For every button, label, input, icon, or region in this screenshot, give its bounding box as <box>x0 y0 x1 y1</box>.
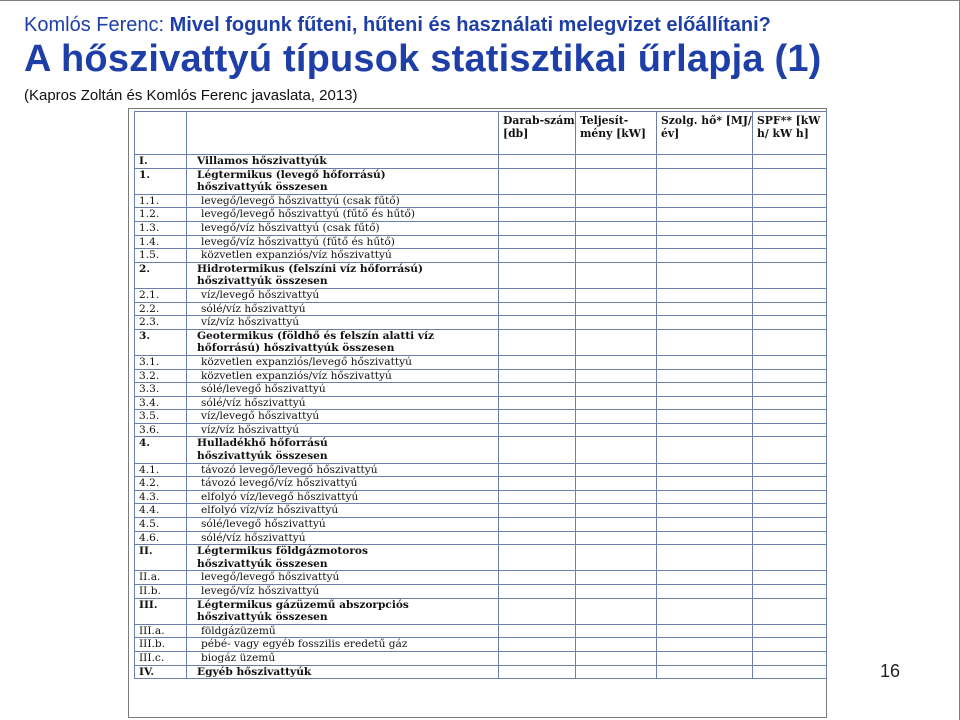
input-cell-count[interactable] <box>499 155 576 169</box>
input-cell-count[interactable] <box>499 585 576 599</box>
row-number <box>135 342 187 355</box>
input-cell-count[interactable] <box>499 518 576 532</box>
input-cell-power[interactable] <box>576 288 657 302</box>
input-cell-power[interactable] <box>576 302 657 316</box>
input-cell-heat[interactable] <box>657 355 753 369</box>
input-cell-heat[interactable] <box>657 396 753 410</box>
row-number <box>135 181 187 194</box>
input-cell-count[interactable] <box>499 638 576 652</box>
input-cell-heat[interactable] <box>657 235 753 249</box>
slide-subtitle: (Kapros Zoltán és Komlós Ferenc javaslata, 2013) <box>24 87 358 104</box>
input-cell-spf[interactable] <box>753 355 827 369</box>
row-number: 4. <box>135 437 187 450</box>
row-label: hőszivattyúk összesen <box>187 558 499 571</box>
row-label: sólé/levegő hőszivattyú <box>187 383 499 397</box>
table-row <box>135 665 827 679</box>
input-cell-count[interactable] <box>499 437 576 450</box>
row-label: sólé/víz hőszivattyú <box>187 396 499 410</box>
input-cell-count[interactable] <box>499 504 576 518</box>
table-row <box>135 504 827 518</box>
statistics-form-table <box>134 111 827 679</box>
header-col-count: Darab-szám [db] <box>499 112 576 155</box>
input-cell-spf[interactable] <box>753 450 827 463</box>
input-cell-spf[interactable] <box>753 651 827 665</box>
table-row <box>135 355 827 369</box>
input-cell-count[interactable] <box>499 558 576 571</box>
input-cell-power[interactable] <box>576 194 657 208</box>
input-cell-heat[interactable] <box>657 450 753 463</box>
table-body <box>135 155 827 679</box>
input-cell-spf[interactable] <box>753 423 827 437</box>
row-number <box>135 558 187 571</box>
input-cell-count[interactable] <box>499 490 576 504</box>
input-cell-count[interactable] <box>499 249 576 263</box>
row-number: 1.3. <box>135 221 187 235</box>
input-cell-power[interactable] <box>576 531 657 545</box>
input-cell-power[interactable] <box>576 450 657 463</box>
input-cell-heat[interactable] <box>657 437 753 450</box>
input-cell-count[interactable] <box>499 383 576 397</box>
input-cell-heat[interactable] <box>657 638 753 652</box>
row-number: 4.1. <box>135 463 187 477</box>
input-cell-spf[interactable] <box>753 208 827 222</box>
row-number: III.a. <box>135 624 187 638</box>
row-number <box>135 275 187 288</box>
row-number: 3.6. <box>135 423 187 437</box>
table-row <box>135 221 827 235</box>
frame-top-border <box>0 0 960 1</box>
input-cell-power[interactable] <box>576 558 657 571</box>
input-cell-heat[interactable] <box>657 221 753 235</box>
row-label: közvetlen expanziós/víz hőszivattyú <box>187 249 499 263</box>
row-number: 4.2. <box>135 477 187 491</box>
input-cell-power[interactable] <box>576 168 657 181</box>
input-cell-power[interactable] <box>576 504 657 518</box>
input-cell-heat[interactable] <box>657 531 753 545</box>
row-label: levegő/víz hőszivattyú <box>187 585 499 599</box>
input-cell-power[interactable] <box>576 665 657 679</box>
input-cell-power[interactable] <box>576 410 657 424</box>
table-row <box>135 262 827 275</box>
row-number: 2.3. <box>135 316 187 330</box>
input-cell-count[interactable] <box>499 598 576 611</box>
input-cell-spf[interactable] <box>753 518 827 532</box>
header-col-power: Teljesít-mény [kW] <box>576 112 657 155</box>
input-cell-count[interactable] <box>499 423 576 437</box>
row-number: 4.5. <box>135 518 187 532</box>
row-label: Egyéb hőszivattyúk <box>187 665 499 679</box>
input-cell-heat[interactable] <box>657 302 753 316</box>
header-col-spf: SPF** [kW h/ kW h] <box>753 112 827 155</box>
input-cell-count[interactable] <box>499 288 576 302</box>
row-number: IV. <box>135 665 187 679</box>
table-row <box>135 450 827 463</box>
table-row <box>135 585 827 599</box>
input-cell-power[interactable] <box>576 275 657 288</box>
table-row <box>135 423 827 437</box>
input-cell-heat[interactable] <box>657 369 753 383</box>
row-label: levegő/víz hőszivattyú (fűtő és hűtő) <box>187 235 499 249</box>
input-cell-heat[interactable] <box>657 194 753 208</box>
row-label: víz/levegő hőszivattyú <box>187 288 499 302</box>
input-cell-count[interactable] <box>499 651 576 665</box>
input-cell-spf[interactable] <box>753 329 827 342</box>
table-row <box>135 369 827 383</box>
input-cell-power[interactable] <box>576 518 657 532</box>
row-number: 1.2. <box>135 208 187 222</box>
input-cell-spf[interactable] <box>753 262 827 275</box>
input-cell-heat[interactable] <box>657 288 753 302</box>
input-cell-spf[interactable] <box>753 571 827 585</box>
input-cell-heat[interactable] <box>657 571 753 585</box>
input-cell-heat[interactable] <box>657 423 753 437</box>
row-label: hőforrású) hőszivattyúk összesen <box>187 342 499 355</box>
input-cell-power[interactable] <box>576 355 657 369</box>
row-number: 3.5. <box>135 410 187 424</box>
table-row <box>135 249 827 263</box>
input-cell-heat[interactable] <box>657 329 753 342</box>
table-row <box>135 155 827 169</box>
table-row <box>135 518 827 532</box>
input-cell-spf[interactable] <box>753 302 827 316</box>
table-row <box>135 611 827 624</box>
table-row <box>135 329 827 342</box>
input-cell-count[interactable] <box>499 302 576 316</box>
input-cell-count[interactable] <box>499 545 576 558</box>
table-row <box>135 302 827 316</box>
table-row <box>135 624 827 638</box>
input-cell-count[interactable] <box>499 342 576 355</box>
input-cell-spf[interactable] <box>753 396 827 410</box>
table-row <box>135 410 827 424</box>
input-cell-count[interactable] <box>499 410 576 424</box>
input-cell-spf[interactable] <box>753 235 827 249</box>
input-cell-count[interactable] <box>499 275 576 288</box>
input-cell-count[interactable] <box>499 611 576 624</box>
row-label: hőszivattyúk összesen <box>187 450 499 463</box>
table-row <box>135 235 827 249</box>
row-label: víz/víz hőszivattyú <box>187 316 499 330</box>
input-cell-heat[interactable] <box>657 168 753 181</box>
row-number: 3. <box>135 329 187 342</box>
row-number <box>135 611 187 624</box>
input-cell-spf[interactable] <box>753 545 827 558</box>
input-cell-heat[interactable] <box>657 181 753 194</box>
table-row <box>135 275 827 288</box>
input-cell-heat[interactable] <box>657 342 753 355</box>
input-cell-power[interactable] <box>576 249 657 263</box>
table-row <box>135 598 827 611</box>
row-label: víz/víz hőszivattyú <box>187 423 499 437</box>
row-label: Geotermikus (földhő és felszín alatti víz <box>187 329 499 342</box>
header-author: Komlós Ferenc <box>24 14 159 36</box>
input-cell-heat[interactable] <box>657 665 753 679</box>
input-cell-spf[interactable] <box>753 275 827 288</box>
table-row <box>135 316 827 330</box>
input-cell-spf[interactable] <box>753 598 827 611</box>
input-cell-count[interactable] <box>499 329 576 342</box>
slide-header <box>24 14 771 37</box>
table-row <box>135 490 827 504</box>
row-label: sólé/levegő hőszivattyú <box>187 518 499 532</box>
row-label: Légtermikus földgázmotoros <box>187 545 499 558</box>
row-label: Hidrotermikus (felszíni víz hőforrású) <box>187 262 499 275</box>
table-row <box>135 545 827 558</box>
input-cell-power[interactable] <box>576 463 657 477</box>
input-cell-heat[interactable] <box>657 504 753 518</box>
row-number: 2.2. <box>135 302 187 316</box>
table-row <box>135 383 827 397</box>
row-number: 3.4. <box>135 396 187 410</box>
row-label: hőszivattyúk összesen <box>187 611 499 624</box>
input-cell-power[interactable] <box>576 383 657 397</box>
table-row <box>135 437 827 450</box>
row-label: sólé/víz hőszivattyú <box>187 302 499 316</box>
input-cell-spf[interactable] <box>753 585 827 599</box>
input-cell-power[interactable] <box>576 329 657 342</box>
input-cell-heat[interactable] <box>657 249 753 263</box>
input-cell-power[interactable] <box>576 181 657 194</box>
input-cell-heat[interactable] <box>657 624 753 638</box>
input-cell-spf[interactable] <box>753 168 827 181</box>
row-number: 1.4. <box>135 235 187 249</box>
input-cell-heat[interactable] <box>657 545 753 558</box>
row-label: levegő/levegő hőszivattyú <box>187 571 499 585</box>
input-cell-power[interactable] <box>576 598 657 611</box>
row-label: hőszivattyúk összesen <box>187 275 499 288</box>
input-cell-power[interactable] <box>576 638 657 652</box>
row-label: távozó levegő/víz hőszivattyú <box>187 477 499 491</box>
input-cell-spf[interactable] <box>753 624 827 638</box>
input-cell-spf[interactable] <box>753 531 827 545</box>
input-cell-power[interactable] <box>576 477 657 491</box>
input-cell-power[interactable] <box>576 571 657 585</box>
row-label: levegő/levegő hőszivattyú (fűtő és hűtő) <box>187 208 499 222</box>
input-cell-power[interactable] <box>576 208 657 222</box>
row-number: III.b. <box>135 638 187 652</box>
row-label: hőszivattyúk összesen <box>187 181 499 194</box>
input-cell-power[interactable] <box>576 316 657 330</box>
input-cell-spf[interactable] <box>753 490 827 504</box>
table-row <box>135 531 827 545</box>
row-label: elfolyó víz/levegő hőszivattyú <box>187 490 499 504</box>
table-row <box>135 208 827 222</box>
input-cell-spf[interactable] <box>753 194 827 208</box>
input-cell-power[interactable] <box>576 624 657 638</box>
input-cell-spf[interactable] <box>753 665 827 679</box>
input-cell-spf[interactable] <box>753 463 827 477</box>
row-label: Hulladékhő hőforrású <box>187 437 499 450</box>
row-number: 3.1. <box>135 355 187 369</box>
table-row <box>135 288 827 302</box>
row-label: sólé/víz hőszivattyú <box>187 531 499 545</box>
input-cell-spf[interactable] <box>753 316 827 330</box>
row-number: 4.4. <box>135 504 187 518</box>
input-cell-count[interactable] <box>499 208 576 222</box>
row-number: II. <box>135 545 187 558</box>
table-row <box>135 342 827 355</box>
input-cell-power[interactable] <box>576 611 657 624</box>
table-row <box>135 558 827 571</box>
input-cell-count[interactable] <box>499 369 576 383</box>
input-cell-heat[interactable] <box>657 651 753 665</box>
row-label: Légtermikus (levegő hőforrású) <box>187 168 499 181</box>
input-cell-heat[interactable] <box>657 410 753 424</box>
table-row <box>135 463 827 477</box>
row-label: pébé- vagy egyéb fosszilis eredetű gáz <box>187 638 499 652</box>
input-cell-spf[interactable] <box>753 342 827 355</box>
input-cell-power[interactable] <box>576 235 657 249</box>
input-cell-power[interactable] <box>576 651 657 665</box>
input-cell-heat[interactable] <box>657 585 753 599</box>
input-cell-heat[interactable] <box>657 463 753 477</box>
table-row <box>135 477 827 491</box>
input-cell-heat[interactable] <box>657 275 753 288</box>
row-number: 1.1. <box>135 194 187 208</box>
input-cell-count[interactable] <box>499 624 576 638</box>
input-cell-spf[interactable] <box>753 369 827 383</box>
input-cell-heat[interactable] <box>657 518 753 532</box>
input-cell-count[interactable] <box>499 396 576 410</box>
input-cell-power[interactable] <box>576 545 657 558</box>
input-cell-spf[interactable] <box>753 477 827 491</box>
row-number: 1.5. <box>135 249 187 263</box>
row-label: levegő/levegő hőszivattyú (csak fűtő) <box>187 194 499 208</box>
input-cell-spf[interactable] <box>753 410 827 424</box>
input-cell-power[interactable] <box>576 437 657 450</box>
input-cell-power[interactable] <box>576 342 657 355</box>
input-cell-count[interactable] <box>499 221 576 235</box>
row-label: földgázüzemű <box>187 624 499 638</box>
input-cell-spf[interactable] <box>753 611 827 624</box>
row-label: közvetlen expanziós/levegő hőszivattyú <box>187 355 499 369</box>
input-cell-power[interactable] <box>576 369 657 383</box>
row-number: 1. <box>135 168 187 181</box>
row-label: víz/levegő hőszivattyú <box>187 410 499 424</box>
header-question: Mivel fogunk fűteni, hűteni és használati melegvizet előállítani? <box>169 14 771 36</box>
page-number: 16 <box>880 661 901 681</box>
input-cell-count[interactable] <box>499 450 576 463</box>
input-cell-heat[interactable] <box>657 208 753 222</box>
row-label: Villamos hőszivattyúk <box>187 155 499 169</box>
table-row <box>135 638 827 652</box>
input-cell-count[interactable] <box>499 355 576 369</box>
input-cell-count[interactable] <box>499 194 576 208</box>
input-cell-heat[interactable] <box>657 477 753 491</box>
row-label: biogáz üzemű <box>187 651 499 665</box>
input-cell-count[interactable] <box>499 571 576 585</box>
row-number: 2.1. <box>135 288 187 302</box>
input-cell-spf[interactable] <box>753 638 827 652</box>
header-cell-label <box>187 112 499 155</box>
input-cell-spf[interactable] <box>753 249 827 263</box>
input-cell-spf[interactable] <box>753 558 827 571</box>
table-row <box>135 396 827 410</box>
input-cell-power[interactable] <box>576 585 657 599</box>
row-label: Légtermikus gázüzemű abszorpciós <box>187 598 499 611</box>
header-cell-number <box>135 112 187 155</box>
row-label: elfolyó víz/víz hőszivattyú <box>187 504 499 518</box>
input-cell-count[interactable] <box>499 463 576 477</box>
header-separator: : <box>158 14 170 36</box>
input-cell-power[interactable] <box>576 221 657 235</box>
table-row <box>135 571 827 585</box>
header-col-heat: Szolg. hő* [MJ/év] <box>657 112 753 155</box>
input-cell-count[interactable] <box>499 477 576 491</box>
input-cell-spf[interactable] <box>753 181 827 194</box>
input-cell-heat[interactable] <box>657 611 753 624</box>
row-number: 4.3. <box>135 490 187 504</box>
input-cell-heat[interactable] <box>657 490 753 504</box>
input-cell-spf[interactable] <box>753 155 827 169</box>
table-header-row <box>135 112 827 155</box>
table-row <box>135 194 827 208</box>
input-cell-count[interactable] <box>499 262 576 275</box>
input-cell-count[interactable] <box>499 316 576 330</box>
input-cell-heat[interactable] <box>657 155 753 169</box>
row-label: távozó levegő/levegő hőszivattyú <box>187 463 499 477</box>
row-number: 2. <box>135 262 187 275</box>
row-number: 4.6. <box>135 531 187 545</box>
table-row <box>135 168 827 181</box>
input-cell-count[interactable] <box>499 181 576 194</box>
table-row <box>135 181 827 194</box>
input-cell-count[interactable] <box>499 235 576 249</box>
input-cell-count[interactable] <box>499 168 576 181</box>
input-cell-spf[interactable] <box>753 437 827 450</box>
row-label: levegő/víz hőszivattyú (csak fűtő) <box>187 221 499 235</box>
input-cell-heat[interactable] <box>657 316 753 330</box>
input-cell-count[interactable] <box>499 665 576 679</box>
row-number: I. <box>135 155 187 169</box>
row-number: 3.3. <box>135 383 187 397</box>
row-number: III. <box>135 598 187 611</box>
input-cell-spf[interactable] <box>753 504 827 518</box>
table-row <box>135 651 827 665</box>
row-number: 3.2. <box>135 369 187 383</box>
input-cell-power[interactable] <box>576 262 657 275</box>
input-cell-power[interactable] <box>576 396 657 410</box>
row-number: III.c. <box>135 651 187 665</box>
row-number <box>135 450 187 463</box>
input-cell-power[interactable] <box>576 155 657 169</box>
slide-title: A hőszivattyú típusok statisztikai űrlapja (1) <box>24 38 822 80</box>
row-number: II.a. <box>135 571 187 585</box>
input-cell-heat[interactable] <box>657 383 753 397</box>
input-cell-spf[interactable] <box>753 221 827 235</box>
input-cell-heat[interactable] <box>657 558 753 571</box>
input-cell-power[interactable] <box>576 423 657 437</box>
form-sheet <box>128 108 827 718</box>
row-label: közvetlen expanziós/víz hőszivattyú <box>187 369 499 383</box>
input-cell-count[interactable] <box>499 531 576 545</box>
row-number: II.b. <box>135 585 187 599</box>
input-cell-spf[interactable] <box>753 383 827 397</box>
input-cell-spf[interactable] <box>753 288 827 302</box>
input-cell-heat[interactable] <box>657 598 753 611</box>
input-cell-heat[interactable] <box>657 262 753 275</box>
input-cell-power[interactable] <box>576 490 657 504</box>
